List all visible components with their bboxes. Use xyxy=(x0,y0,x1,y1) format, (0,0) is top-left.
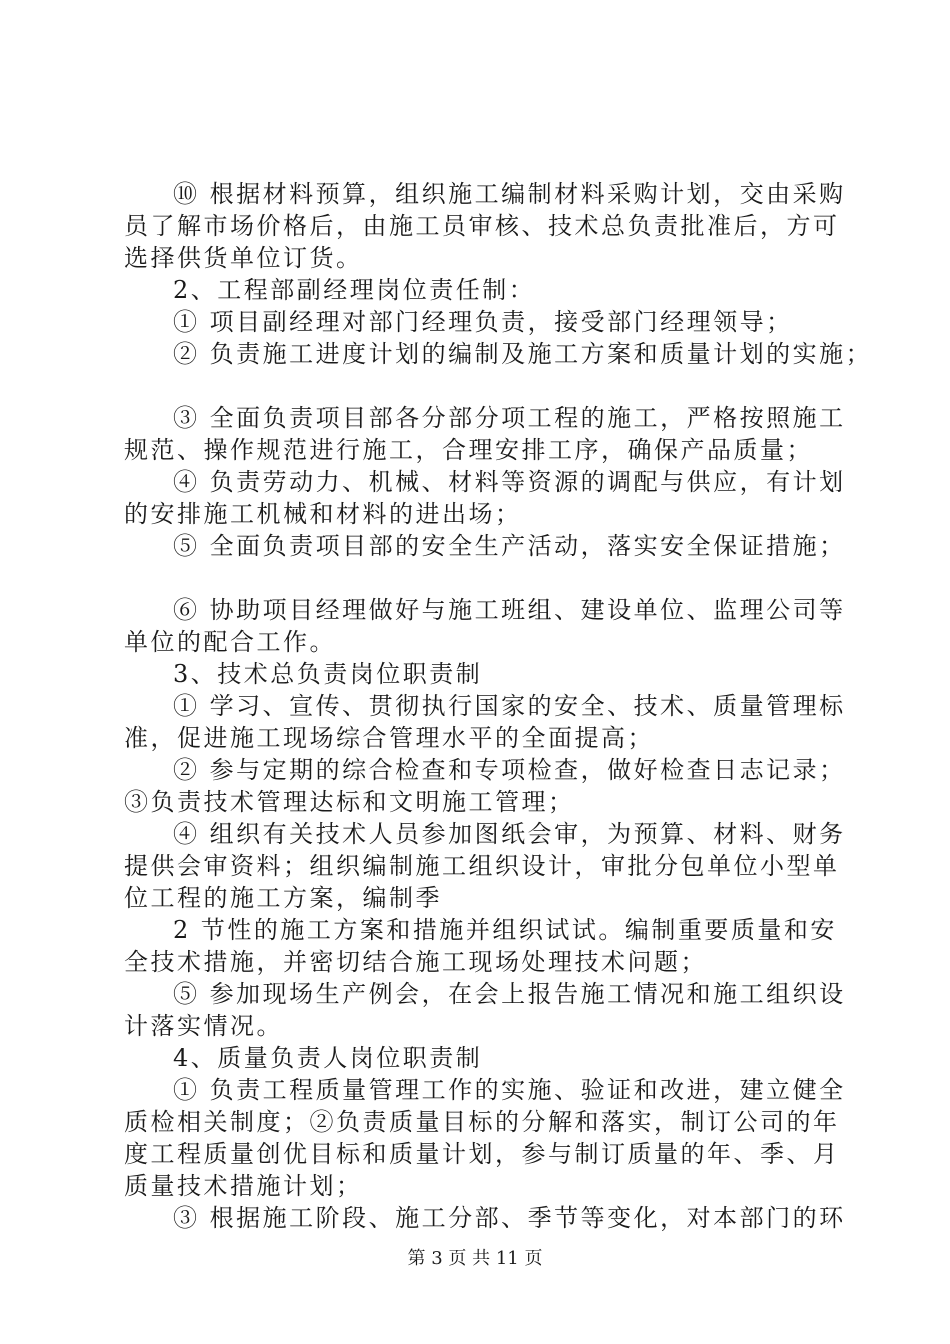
text-line: ⑩ 根据材料预算，组织施工编制材料采购计划，交由采购 xyxy=(173,180,846,208)
text-line: 单位的配合工作。 xyxy=(124,628,336,656)
text-line: 2 节性的施工方案和措施并组织试试。编制重要质量和安 xyxy=(173,916,837,944)
section-heading: 2、工程部副经理岗位责任制： xyxy=(173,276,536,304)
blank-line xyxy=(124,562,834,594)
text-line: 员了解市场价格后，由施工员审核、技术总负责批准后，方可 xyxy=(124,212,840,240)
text-line: ① 学习、宣传、贯彻执行国家的安全、技术、质量管理标 xyxy=(173,692,846,720)
text-line: ⑤ 参加现场生产例会，在会上报告施工情况和施工组织设 xyxy=(173,980,846,1008)
text-line: ⑤ 全面负责项目部的安全生产活动，落实安全保证措施； xyxy=(173,532,846,560)
text-line: ③ 根据施工阶段、施工分部、季节等变化，对本部门的环 xyxy=(173,1204,846,1232)
text-line: 位工程的施工方案，编制季 xyxy=(124,884,442,912)
text-line: 提供会审资料；组织编制施工组织设计，审批分包单位小型单 xyxy=(124,852,840,880)
text-line: ② 参与定期的综合检查和专项检查，做好检查日志记录； xyxy=(173,756,846,784)
section-heading: 4、质量负责人岗位职责制 xyxy=(173,1044,483,1072)
blank-line xyxy=(124,370,834,402)
text-line: ③负责技术管理达标和文明施工管理； xyxy=(124,788,575,816)
text-line: 选择供货单位订货。 xyxy=(124,244,363,272)
text-line: ④ 负责劳动力、机械、材料等资源的调配与供应，有计划 xyxy=(173,468,846,496)
text-line: 质量技术措施计划； xyxy=(124,1172,363,1200)
text-line: ④ 组织有关技术人员参加图纸会审，为预算、材料、财务 xyxy=(173,820,846,848)
section-heading: 3、技术总负责岗位职责制 xyxy=(173,660,483,688)
text-line: 度工程质量创优目标和质量计划，参与制订质量的年、季、月 xyxy=(124,1140,840,1168)
text-line: 计落实情况。 xyxy=(124,1012,283,1040)
text-line: ③ 全面负责项目部各分部分项工程的施工，严格按照施工 xyxy=(173,404,846,432)
document-body xyxy=(124,178,873,1234)
text-line: 准，促进施工现场综合管理水平的全面提高； xyxy=(124,724,654,752)
text-line: 全技术措施，并密切结合施工现场处理技术问题； xyxy=(124,948,707,976)
text-line: ⑥ 协助项目经理做好与施工班组、建设单位、监理公司等 xyxy=(173,596,846,624)
text-line: ① 项目副经理对部门经理负责，接受部门经理领导； xyxy=(173,308,793,336)
text-line: 规范、操作规范进行施工，合理安排工序，确保产品质量； xyxy=(124,436,813,464)
text-line: 质检相关制度；②负责质量目标的分解和落实，制订公司的年 xyxy=(124,1108,840,1136)
text-line: 的安排施工机械和材料的进出场； xyxy=(124,500,522,528)
text-line: ② 负责施工进度计划的编制及施工方案和质量计划的实施； xyxy=(173,340,873,368)
text-line: ① 负责工程质量管理工作的实施、验证和改进，建立健全 xyxy=(173,1076,846,1104)
page-number-footer: 第 3 页 共 11 页 xyxy=(407,1248,543,1269)
